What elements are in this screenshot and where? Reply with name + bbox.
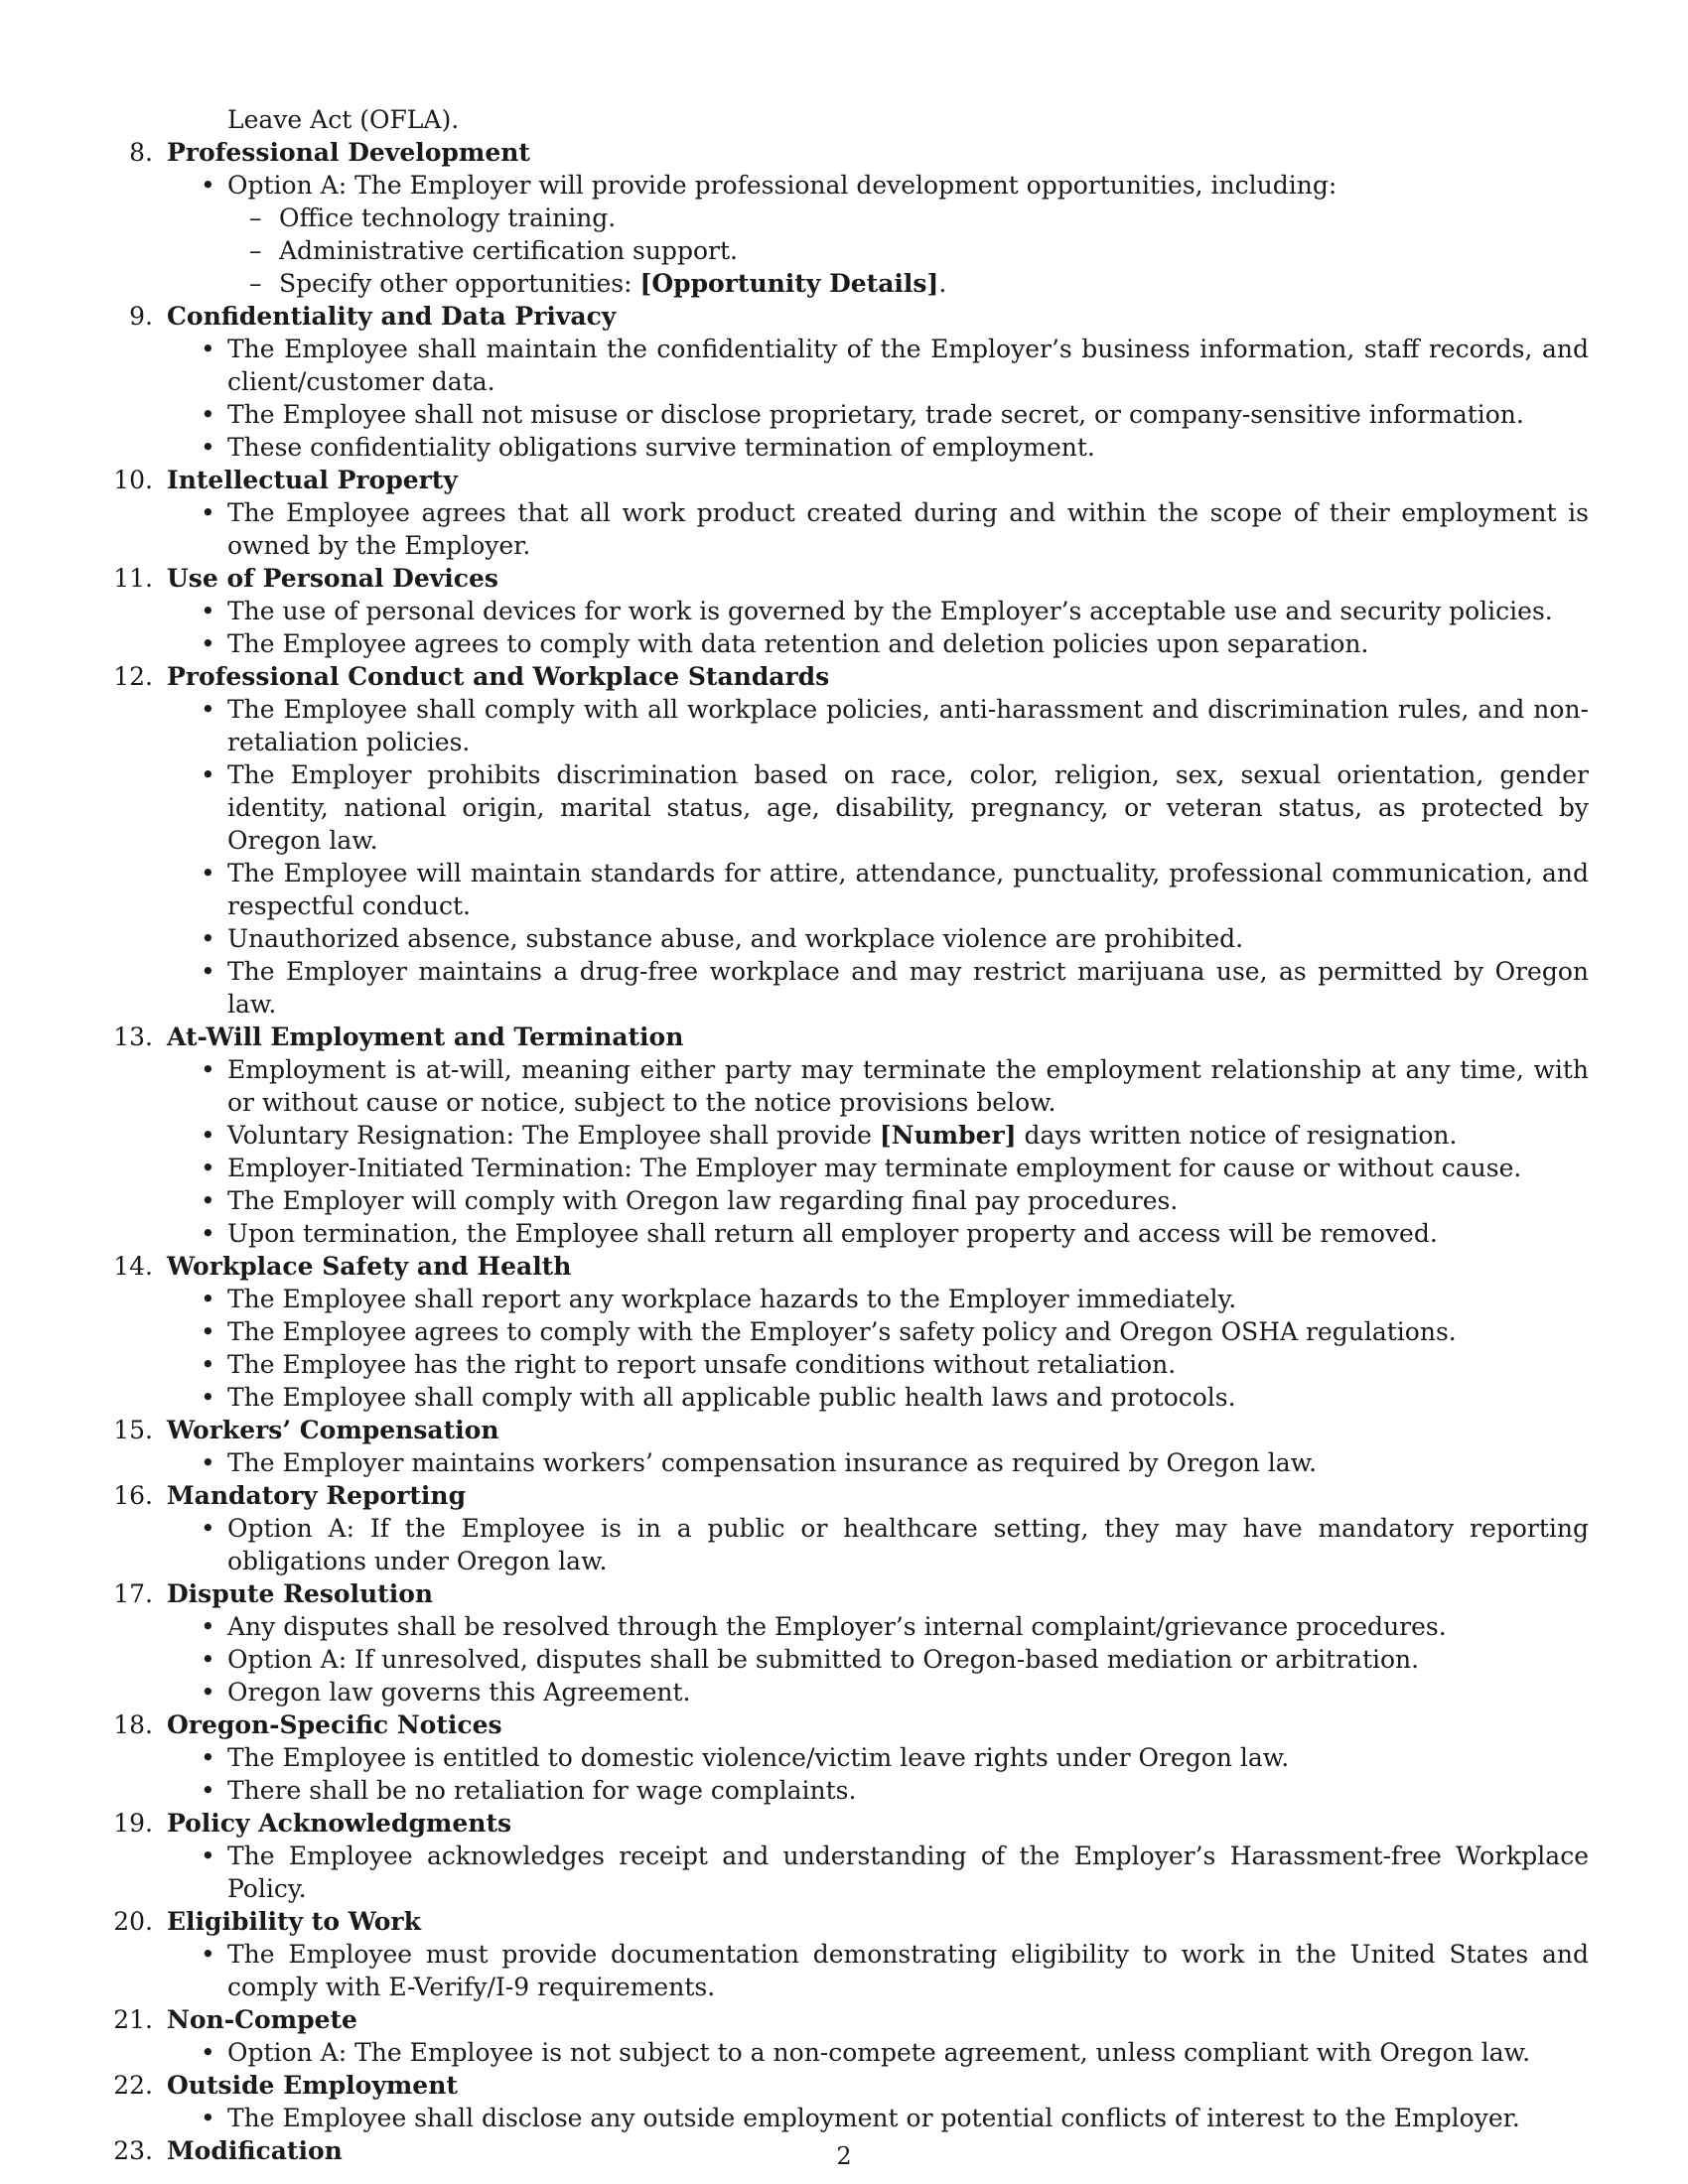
list-item: • The Employee agrees to comply with data retention and deletion policies upon separation. xyxy=(0,627,1688,660)
section-title: Use of Personal Devices xyxy=(167,564,498,593)
list-item: • Unauthorized absence, substance abuse, and workplace violence are prohibited. xyxy=(0,922,1688,955)
list-item: • Employer-Initiated Termination: The Employer may terminate employment for cause or without cause. xyxy=(0,1152,1688,1184)
list-item: • The Employee agrees that all work product created during and within the scope of their employment is owned by the Employer. xyxy=(0,496,1688,562)
section-number: 9. xyxy=(129,302,153,331)
section-heading xyxy=(0,562,1688,595)
item-text: Specify other opportunities: xyxy=(279,269,640,298)
section-title: Eligibility to Work xyxy=(167,1907,421,1936)
list-item: • The Employee shall comply with all workplace policies, anti-harassment and discrimination rules, and non-retaliation policies. xyxy=(0,693,1688,758)
section-heading xyxy=(0,1905,1688,1938)
list-item: • The use of personal devices for work is governed by the Employer’s acceptable use and security policies. xyxy=(0,595,1688,627)
section-number: 12. xyxy=(113,662,153,691)
section-number: 8. xyxy=(129,138,153,167)
section-title: Mandatory Reporting xyxy=(167,1481,467,1510)
section-heading xyxy=(0,300,1688,333)
section-title: Outside Employment xyxy=(167,2071,458,2100)
section-heading xyxy=(0,1414,1688,1446)
list-item: • Any disputes shall be resolved through the Employer’s internal complaint/grievance procedures. xyxy=(0,1610,1688,1643)
list-item: • Option A: The Employee is not subject to a non-compete agreement, unless compliant with Oregon law. xyxy=(0,2036,1688,2069)
section-number: 13. xyxy=(113,1023,153,1051)
list-item: • The Employee has the right to report unsafe conditions without retaliation. xyxy=(0,1348,1688,1381)
list-item: • The Employee will maintain standards for attire, attendance, punctuality, professional communication, and respectful conduct. xyxy=(0,857,1688,922)
section-number: 10. xyxy=(113,466,153,494)
section-number: 17. xyxy=(113,1579,153,1608)
section-number: 21. xyxy=(113,2005,153,2034)
placeholder-field: [Opportunity Details] xyxy=(639,269,939,298)
list-item: • There shall be no retaliation for wage complaints. xyxy=(0,1774,1688,1807)
section-number: 23. xyxy=(113,2136,153,2165)
list-item xyxy=(0,1119,1688,1152)
list-item: • The Employee acknowledges receipt and understanding of the Employer’s Harassment-free Workplace Policy. xyxy=(0,1840,1688,1905)
section-heading xyxy=(0,660,1688,693)
document-body xyxy=(0,103,1688,2167)
list-item: • The Employee shall report any workplace hazards to the Employer immediately. xyxy=(0,1283,1688,1315)
section-number: 22. xyxy=(113,2071,153,2100)
list-item: • The Employee shall disclose any outside employment or potential conflicts of interest to the Employer. xyxy=(0,2102,1688,2134)
section-number: 20. xyxy=(113,1907,153,1936)
list-item: • The Employer maintains a drug-free workplace and may restrict marijuana use, as permitted by Oregon law. xyxy=(0,955,1688,1021)
section-title: Professional Conduct and Workplace Standards xyxy=(167,662,830,691)
section-title: Professional Development xyxy=(167,138,530,167)
section-title: Workplace Safety and Health xyxy=(167,1252,572,1281)
section-number: 15. xyxy=(113,1416,153,1444)
section-title: Non-Compete xyxy=(167,2005,357,2034)
list-item: • Upon termination, the Employee shall return all employer property and access will be removed. xyxy=(0,1217,1688,1250)
sub-list-item: – Office technology training. xyxy=(0,202,1688,234)
section-heading xyxy=(0,1708,1688,1741)
list-item: • The Employee must provide documentation demonstrating eligibility to work in the United States and comply with E-Verify/I-9 requirements. xyxy=(0,1938,1688,2003)
item-text: days written notice of resignation. xyxy=(1016,1121,1458,1150)
section-title: Workers’ Compensation xyxy=(167,1416,499,1444)
section-heading xyxy=(0,1021,1688,1053)
list-item: • The Employee is entitled to domestic violence/victim leave rights under Oregon law. xyxy=(0,1741,1688,1774)
list-item: • The Employee shall comply with all applicable public health laws and protocols. xyxy=(0,1381,1688,1414)
section-title: Dispute Resolution xyxy=(167,1579,434,1608)
list-item: • The Employer prohibits discrimination based on race, color, religion, sex, sexual orientation, gender identity, national origin, marital status, age, disability, pregnancy, or veteran status, as protected by Oregon law. xyxy=(0,758,1688,857)
list-item: • These confidentiality obligations survive termination of employment. xyxy=(0,431,1688,464)
section-heading xyxy=(0,2003,1688,2036)
list-item: • The Employer will comply with Oregon law regarding final pay procedures. xyxy=(0,1184,1688,1217)
list-item: • The Employer maintains workers’ compensation insurance as required by Oregon law. xyxy=(0,1446,1688,1479)
page-number: 2 xyxy=(836,2142,852,2170)
section-number: 14. xyxy=(113,1252,153,1281)
section-title: At-Will Employment and Termination xyxy=(167,1023,684,1051)
sub-list-item xyxy=(0,267,1688,300)
list-item: • Oregon law governs this Agreement. xyxy=(0,1676,1688,1708)
item-text: Voluntary Resignation: The Employee shall provide xyxy=(227,1121,880,1150)
section-title: Modification xyxy=(167,2136,343,2165)
section-heading xyxy=(0,2069,1688,2102)
list-item: • Option A: The Employer will provide professional development opportunities, including: xyxy=(0,169,1688,202)
section-number: 16. xyxy=(113,1481,153,1510)
section-heading xyxy=(0,1577,1688,1610)
section-heading xyxy=(0,1250,1688,1283)
section-heading xyxy=(0,1479,1688,1512)
section-title: Oregon-Specific Notices xyxy=(167,1710,502,1739)
list-item: • Employment is at-will, meaning either party may terminate the employment relationship at any time, with or without cause or notice, subject to the notice provisions below. xyxy=(0,1053,1688,1119)
section-heading xyxy=(0,1807,1688,1840)
section-title: Intellectual Property xyxy=(167,466,458,494)
section-number: 18. xyxy=(113,1710,153,1739)
section-number: 19. xyxy=(113,1809,153,1838)
section-number: 11. xyxy=(113,564,153,593)
section-title: Policy Acknowledgments xyxy=(167,1809,512,1838)
sub-list-item: – Administrative certification support. xyxy=(0,234,1688,267)
list-item: • Option A: If unresolved, disputes shall be submitted to Oregon-based mediation or arbitration. xyxy=(0,1643,1688,1676)
list-item: • The Employee shall not misuse or disclose proprietary, trade secret, or company-sensitive information. xyxy=(0,398,1688,431)
continuation-text: Leave Act (OFLA). xyxy=(227,105,460,134)
item-text: . xyxy=(938,269,947,298)
list-item: • The Employee agrees to comply with the Employer’s safety policy and Oregon OSHA regulations. xyxy=(0,1315,1688,1348)
placeholder-field: [Number] xyxy=(879,1121,1017,1150)
list-item: • Option A: If the Employee is in a public or healthcare setting, they may have mandatory reporting obligations under Oregon law. xyxy=(0,1512,1688,1577)
section-heading xyxy=(0,136,1688,169)
list-item: • The Employee shall maintain the confidentiality of the Employer’s business information, staff records, and client/customer data. xyxy=(0,333,1688,398)
section-heading xyxy=(0,464,1688,496)
section-title: Confidentiality and Data Privacy xyxy=(167,302,617,331)
